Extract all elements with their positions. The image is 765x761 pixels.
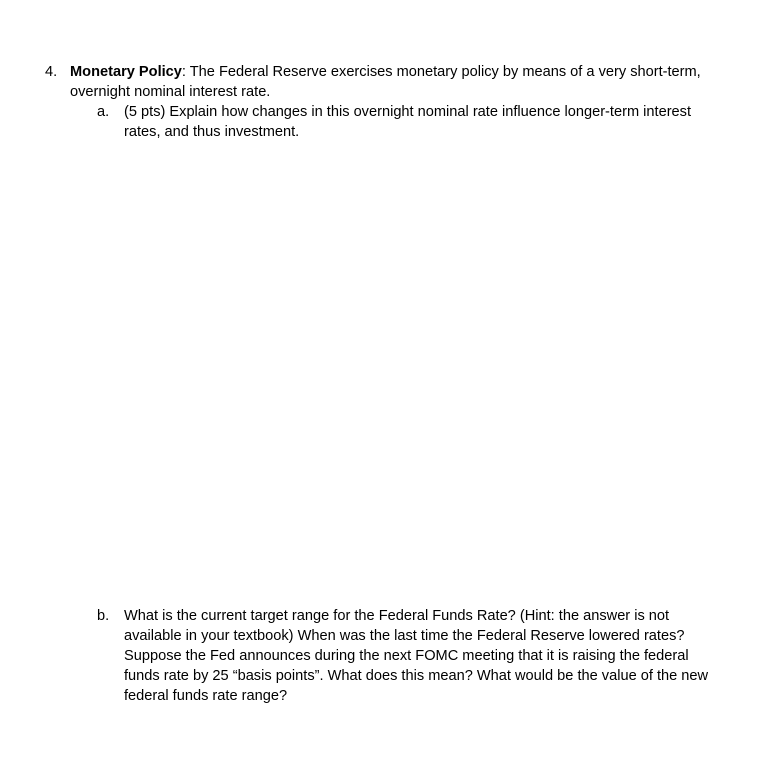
part-a-text: (5 pts) Explain how changes in this overnight nominal rate influence longer-term interest rates, and thus investment. (124, 104, 692, 140)
question-title: Monetary Policy (70, 64, 182, 80)
question-4 (45, 62, 735, 102)
part-a (97, 102, 717, 142)
part-b-letter: b. (97, 608, 110, 624)
question-text (70, 62, 735, 102)
part-b (97, 606, 717, 706)
question-number: 4. (45, 64, 58, 80)
part-b-text: What is the current target range for the Federal Funds Rate? (Hint: the answer is not available in your textbook) When was the last time the Federal Reserve lowered rates? Suppose the Fed announces during the next FOMC meeting that it is raising the federal funds rate by 25 “basis points”. What does this mean? What would be the value of the new federal funds rate range? (124, 608, 709, 704)
part-a-letter: a. (97, 104, 110, 120)
question-intro: : The Federal Reserve exercises monetary policy by means of a very short-term, overnight nominal interest rate. (70, 64, 701, 100)
